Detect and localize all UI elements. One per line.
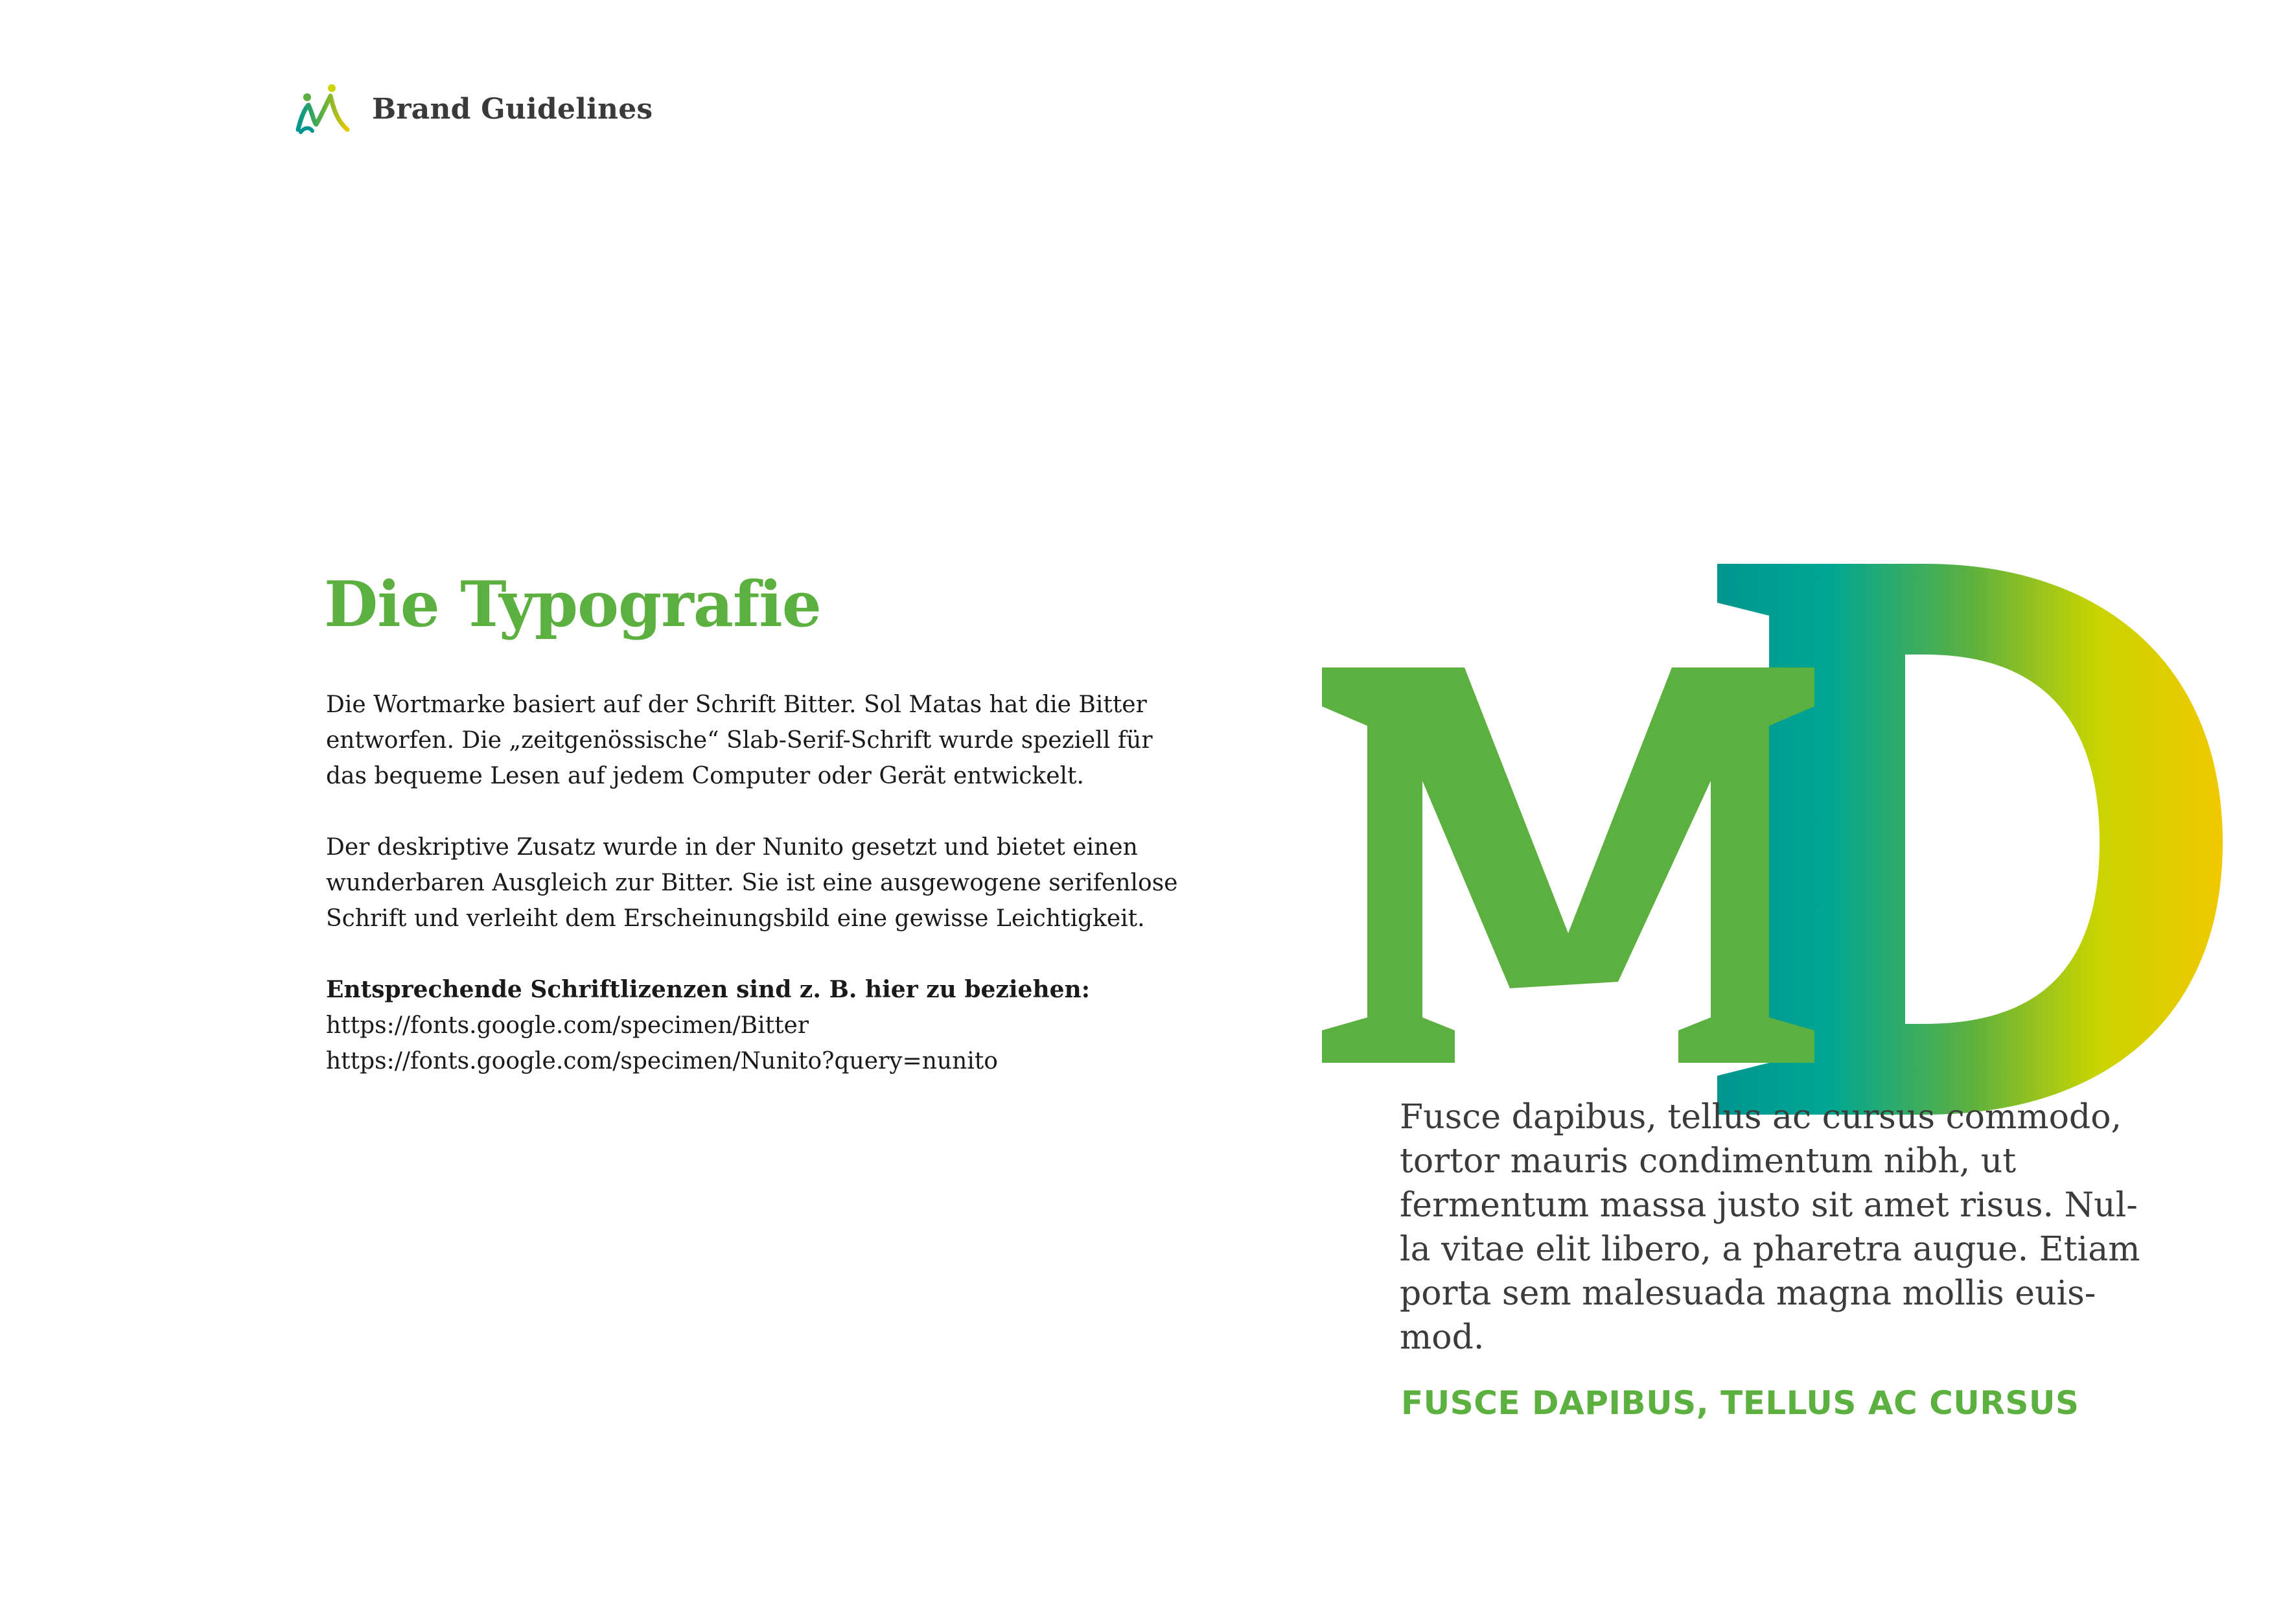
body-text — [326, 687, 1246, 1115]
paragraph-wordmark — [326, 687, 1246, 794]
paragraph-descriptor — [326, 829, 1246, 936]
page-header — [293, 83, 653, 135]
paragraph-line: Schrift und verleiht dem Erscheinungsbild eine gewisse Leichtigkeit. — [326, 905, 1145, 932]
paragraph-line: entworfen. Die „zeitgenössische“ Slab-Serif-Schrift wurde speziell für — [326, 727, 1153, 754]
licenses-block — [326, 972, 1246, 1079]
paragraph-line: wunderbaren Ausgleich zur Bitter. Sie ist eine ausgewogene serifenlose — [326, 870, 1178, 896]
header-title: Brand Guidelines — [372, 92, 653, 126]
sample-line: tortor mauris condimentum nibh, ut — [1400, 1142, 2017, 1181]
sample-line: fermentum massa justo sit amet risus. Nul- — [1400, 1186, 2138, 1225]
serif-sample-text — [1400, 1095, 2164, 1360]
paragraph-line: das bequeme Lesen auf jedem Computer oder Gerät entwickelt. — [326, 763, 1084, 789]
sample-line: mod. — [1400, 1318, 1485, 1357]
page-title: Die Typografie — [324, 568, 821, 641]
paragraph-line: Der deskriptive Zusatz wurde in der Nunito gesetzt und bietet einen — [326, 834, 1138, 861]
sample-line: porta sem malesuada magna mollis euis- — [1400, 1274, 2096, 1313]
licenses-heading: Entsprechende Schriftlizenzen sind z. B. hier zu beziehen: — [326, 976, 1090, 1003]
sans-sample-caps: FUSCE DAPIBUS, TELLUS AC CURSUS — [1401, 1384, 2079, 1422]
license-link-bitter[interactable]: https://fonts.google.com/specimen/Bitter — [326, 1012, 809, 1039]
md-monogram-logo-icon — [293, 82, 355, 136]
sample-line: Fusce dapibus, tellus ac cursus commodo, — [1400, 1098, 2122, 1137]
sample-line: la vitae elit libero, a pharetra augue. Etiam — [1400, 1230, 2140, 1269]
license-link-nunito[interactable]: https://fonts.google.com/specimen/Nunito?query=nunito — [326, 1048, 998, 1074]
letter-m — [1322, 667, 1814, 1063]
md-letters-graphic — [1303, 557, 2229, 1121]
paragraph-line: Die Wortmarke basiert auf der Schrift Bitter. Sol Matas hat die Bitter — [326, 691, 1147, 718]
